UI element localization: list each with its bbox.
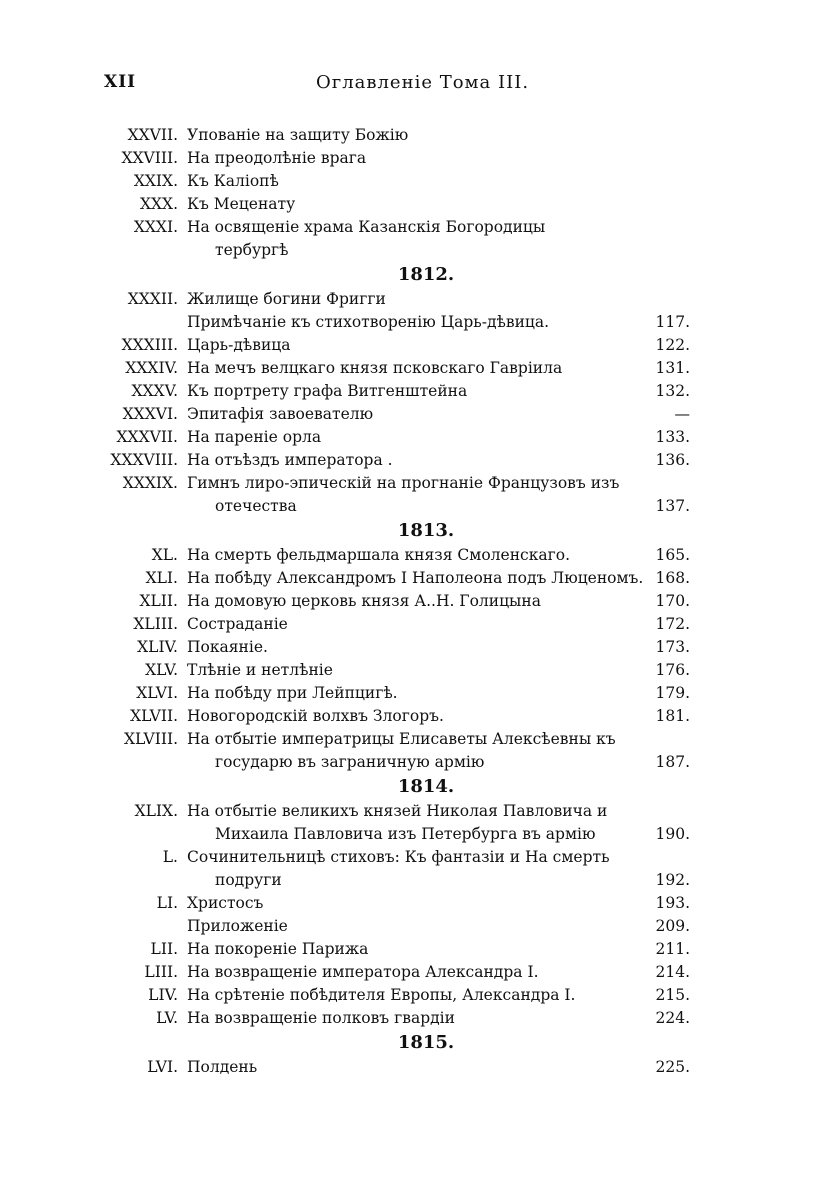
entry-number: XLIX. xyxy=(134,802,178,820)
entry-title: На домовую церковь князя А..Н. Голицына xyxy=(187,592,541,610)
entry-number: XXXII. xyxy=(127,290,178,308)
entry-title: Тлѣніе и нетлѣніе xyxy=(187,661,333,679)
entry-title: На смерть фельдмаршала князя Смоленскаго. xyxy=(187,546,571,564)
entry-title: тербургѣ xyxy=(215,241,289,259)
entry-page-number: 137. xyxy=(655,497,690,515)
entry-title: На возвращеніе императора Александра I. xyxy=(187,963,539,981)
toc-entry xyxy=(0,449,840,472)
entry-number: XLII. xyxy=(139,592,178,610)
toc-entry xyxy=(0,938,840,961)
toc-entry xyxy=(0,288,840,311)
toc-entry xyxy=(0,403,840,426)
entry-title: Покаяніе. xyxy=(187,638,268,656)
entry-page-number: 172. xyxy=(655,615,690,633)
entry-title: Упованіе на защиту Божію xyxy=(187,126,409,144)
entry-page-number: 187. xyxy=(655,753,690,771)
entry-page-number: 165. xyxy=(655,546,690,564)
entry-page-number: 215. xyxy=(655,986,690,1004)
entry-number: XXVII. xyxy=(127,126,178,144)
entry-number: LIII. xyxy=(144,963,178,981)
entry-title: Къ Каліопѣ xyxy=(187,172,279,190)
entry-title: Эпитафія завоевателю xyxy=(187,405,374,423)
entry-title: подруги xyxy=(215,871,282,889)
entry-number: XXXIII. xyxy=(121,336,178,354)
entry-title: На освященіе храма Казанскія Богородицы xyxy=(187,218,546,236)
entry-title: Христосъ xyxy=(187,894,264,912)
toc-entry xyxy=(0,170,840,193)
toc-entry xyxy=(0,147,840,170)
entry-number: XXXVIII. xyxy=(110,451,178,469)
entry-page-number: 122. xyxy=(655,336,690,354)
toc-entry xyxy=(0,892,840,915)
entry-page-number: 168. xyxy=(655,569,690,587)
entry-number: XL. xyxy=(151,546,178,564)
entry-title: Царь-дѣвица xyxy=(187,336,291,354)
entry-page-number: 192. xyxy=(655,871,690,889)
toc-entry xyxy=(0,705,840,728)
entry-page-number: 170. xyxy=(655,592,690,610)
toc-sub-entry xyxy=(0,311,840,334)
entry-number: XLIII. xyxy=(133,615,178,633)
entry-number: LVI. xyxy=(147,1058,178,1076)
entry-number: XLVIII. xyxy=(124,730,178,748)
toc-entry xyxy=(0,659,840,682)
entry-page-number: 193. xyxy=(655,894,690,912)
entry-title: Состраданіе xyxy=(187,615,288,633)
entry-page-number: 224. xyxy=(655,1009,690,1027)
toc-entry xyxy=(0,636,840,659)
entry-number: L. xyxy=(162,848,178,866)
toc-entry xyxy=(0,613,840,636)
entry-page-number: 209. xyxy=(655,917,690,935)
entry-page-number: 133. xyxy=(655,428,690,446)
entry-page-number: 173. xyxy=(655,638,690,656)
entry-title: На преодолѣніе врага xyxy=(187,149,367,167)
toc-sub-entry xyxy=(0,915,840,938)
entry-title: Михаила Павловича изъ Петербурга въ армію xyxy=(215,825,596,843)
entry-number: XLV. xyxy=(145,661,178,679)
entry-page-number: 181. xyxy=(655,707,690,725)
toc-entry xyxy=(0,1056,840,1079)
toc-entry xyxy=(0,961,840,984)
entry-page-number: 176. xyxy=(655,661,690,679)
entry-title: Сочинительницѣ стиховъ: Къ фантазіи и На смерть xyxy=(187,848,610,866)
entry-title: На отбытіе императрицы Елисаветы Алексѣевны къ xyxy=(187,730,616,748)
entry-title: Полдень xyxy=(187,1058,258,1076)
entry-title: На отбытіе великихъ князей Николая Павловича и xyxy=(187,802,608,820)
toc-entry xyxy=(0,728,840,751)
toc-entry-continuation xyxy=(0,239,840,262)
entry-title: Новогородскій волхвъ Злогоръ. xyxy=(187,707,444,725)
entry-page-number: 136. xyxy=(655,451,690,469)
entry-title: На пареніе орла xyxy=(187,428,322,446)
toc-entry xyxy=(0,1007,840,1030)
section-year-heading: 1813. xyxy=(397,520,455,541)
entry-number: LIV. xyxy=(148,986,178,1004)
toc-entry xyxy=(0,682,840,705)
toc-entry-continuation xyxy=(0,823,840,846)
toc-entry xyxy=(0,193,840,216)
entry-number: XXXVII. xyxy=(116,428,178,446)
entry-title: Приложеніе xyxy=(187,917,288,935)
toc-entry xyxy=(0,124,840,147)
entry-title: На отъѣздъ императора . xyxy=(187,451,393,469)
entry-number: XLIV. xyxy=(137,638,178,656)
entry-number: LV. xyxy=(156,1009,178,1027)
entry-number: XXXV. xyxy=(131,382,178,400)
section-year-heading: 1815. xyxy=(397,1032,455,1053)
entry-number: XXVIII. xyxy=(121,149,178,167)
entry-title: государю въ заграничную армію xyxy=(215,753,485,771)
entry-title: На побѣду Александромъ I Наполеона подъ Люценомъ. xyxy=(187,569,644,587)
entry-page-number: 131. xyxy=(655,359,690,377)
entry-title: Примѣчаніе къ стихотворенію Царь-дѣвица. xyxy=(187,313,550,331)
toc-entry xyxy=(0,380,840,403)
entry-page-number: 214. xyxy=(655,963,690,981)
toc-entry xyxy=(0,846,840,869)
section-year-heading: 1814. xyxy=(397,776,455,797)
toc-entry xyxy=(0,984,840,1007)
entry-number: XXXIX. xyxy=(122,474,178,492)
entry-number: XXXIV. xyxy=(125,359,178,377)
entry-page-number: 117. xyxy=(655,313,690,331)
toc-entry xyxy=(0,800,840,823)
entry-title: На покореніе Парижа xyxy=(187,940,369,958)
entry-page-number: 179. xyxy=(655,684,690,702)
entry-number: XXX. xyxy=(139,195,178,213)
entry-page-number: 211. xyxy=(655,940,690,958)
entry-page-number: 190. xyxy=(655,825,690,843)
page-header xyxy=(0,72,840,102)
entry-number: LII. xyxy=(150,940,178,958)
toc-entry-continuation xyxy=(0,869,840,892)
toc-entry xyxy=(0,334,840,357)
entry-title: Жилище богини Фригги xyxy=(187,290,386,308)
entry-number: XXXI. xyxy=(133,218,178,236)
running-title: Оглавленіе Тома III. xyxy=(316,72,530,93)
entry-number: XXXVI. xyxy=(122,405,178,423)
toc-entry-continuation xyxy=(0,751,840,774)
entry-number: XLVI. xyxy=(136,684,178,702)
page-number: XII xyxy=(104,72,137,92)
section-year-heading: 1812. xyxy=(397,264,455,285)
entry-title: На возвращеніе полковъ гвардіи xyxy=(187,1009,455,1027)
entry-number: XLVII. xyxy=(130,707,178,725)
entry-page-number: 132. xyxy=(655,382,690,400)
entry-number: LI. xyxy=(156,894,178,912)
toc-entry xyxy=(0,357,840,380)
toc-entry-continuation xyxy=(0,495,840,518)
toc-entry xyxy=(0,216,840,239)
entry-title: На мечъ велцкаго князя псковскаго Гавріила xyxy=(187,359,563,377)
toc-entry xyxy=(0,472,840,495)
toc-entry xyxy=(0,567,840,590)
entry-page-number: 225. xyxy=(655,1058,690,1076)
entry-title: Гимнъ лиро-эпическій на прогнаніе Французовъ изъ xyxy=(187,474,620,492)
entry-title: отечества xyxy=(215,497,297,515)
toc-entry xyxy=(0,590,840,613)
entry-page-number: — xyxy=(674,405,690,423)
toc-entry xyxy=(0,426,840,449)
entry-number: XLI. xyxy=(145,569,178,587)
toc-entry xyxy=(0,544,840,567)
entry-title: На срѣтеніе побѣдителя Европы, Александра I. xyxy=(187,986,576,1004)
table-of-contents xyxy=(0,124,840,1079)
entry-number: XXIX. xyxy=(133,172,178,190)
entry-title: На побѣду при Лейпцигѣ. xyxy=(187,684,398,702)
entry-title: Къ Меценату xyxy=(187,195,296,213)
entry-title: Къ портрету графа Витгенштейна xyxy=(187,382,468,400)
